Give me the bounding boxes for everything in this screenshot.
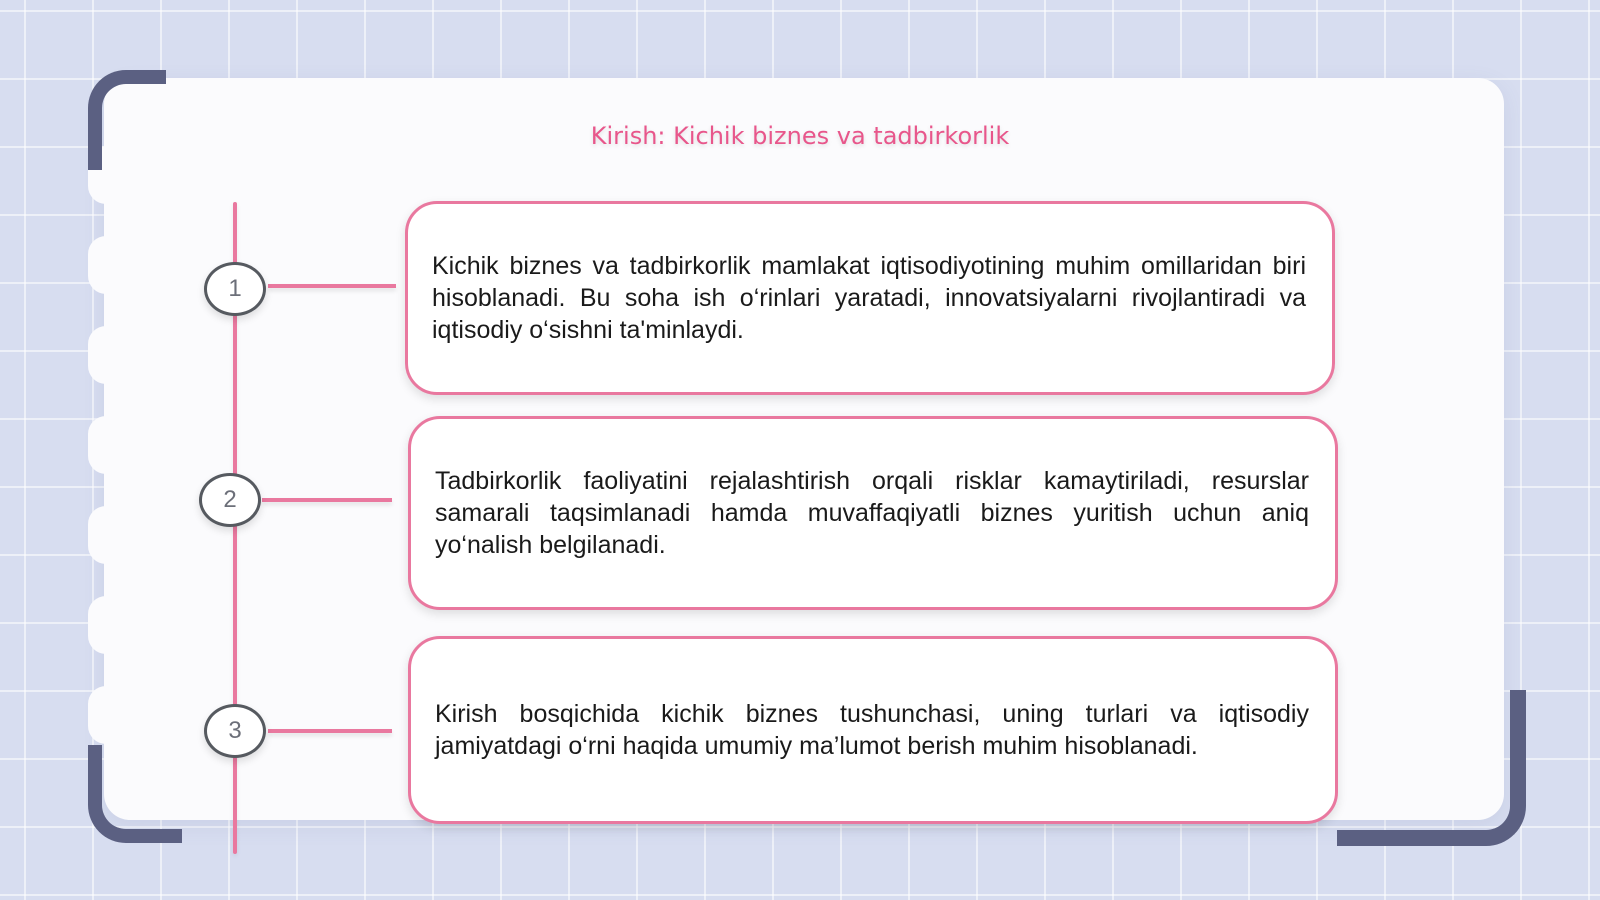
scallop-edge bbox=[88, 506, 124, 564]
step-number-1: 1 bbox=[204, 262, 266, 316]
corner-bracket-bottom-right bbox=[1337, 690, 1526, 846]
scallop-edge bbox=[88, 416, 124, 474]
scallop-edge bbox=[88, 686, 124, 744]
timeline-connector-2 bbox=[262, 498, 392, 502]
card-text-3: Kirish bosqichida kichik biznes tushunchasi, uning turlari va iqtisodiy jamiyatdagi o‘rni haqida umumiy ma’lumot berish muhim hisoblanadi. bbox=[435, 700, 1309, 760]
corner-bracket-bottom-left bbox=[88, 745, 182, 843]
timeline-card-1 bbox=[405, 201, 1335, 395]
step-number-2: 2 bbox=[199, 473, 261, 527]
scallop-edge bbox=[88, 236, 124, 294]
scallop-edge bbox=[88, 326, 124, 384]
corner-bracket-top-left bbox=[88, 70, 166, 170]
card-text-2: Tadbirkorlik faoliyatini rejalashtirish orqali risklar kamaytiriladi, resurslar samarali taqsimlanadi hamda muvaffaqiyatli biznes yuritish uchun aniq yo‘nalish belgilanadi. bbox=[435, 467, 1309, 559]
timeline-connector-1 bbox=[268, 284, 396, 288]
timeline-connector-3 bbox=[268, 729, 392, 733]
timeline-card-2 bbox=[408, 416, 1338, 610]
step-number-3: 3 bbox=[204, 704, 266, 758]
timeline-card-3 bbox=[408, 636, 1338, 824]
scallop-edge bbox=[88, 596, 124, 654]
slide-title: Kirish: Kichik biznes va tadbirkorlik bbox=[590, 122, 1010, 150]
card-text-1: Kichik biznes va tadbirkorlik mamlakat iqtisodiyotining muhim omillaridan biri hisoblanadi. Bu soha ish o‘rinlari yaratadi, innovatsiyalarni rivojlantiradi va iqtisodiy o‘sishni ta'minlaydi. bbox=[432, 252, 1306, 344]
